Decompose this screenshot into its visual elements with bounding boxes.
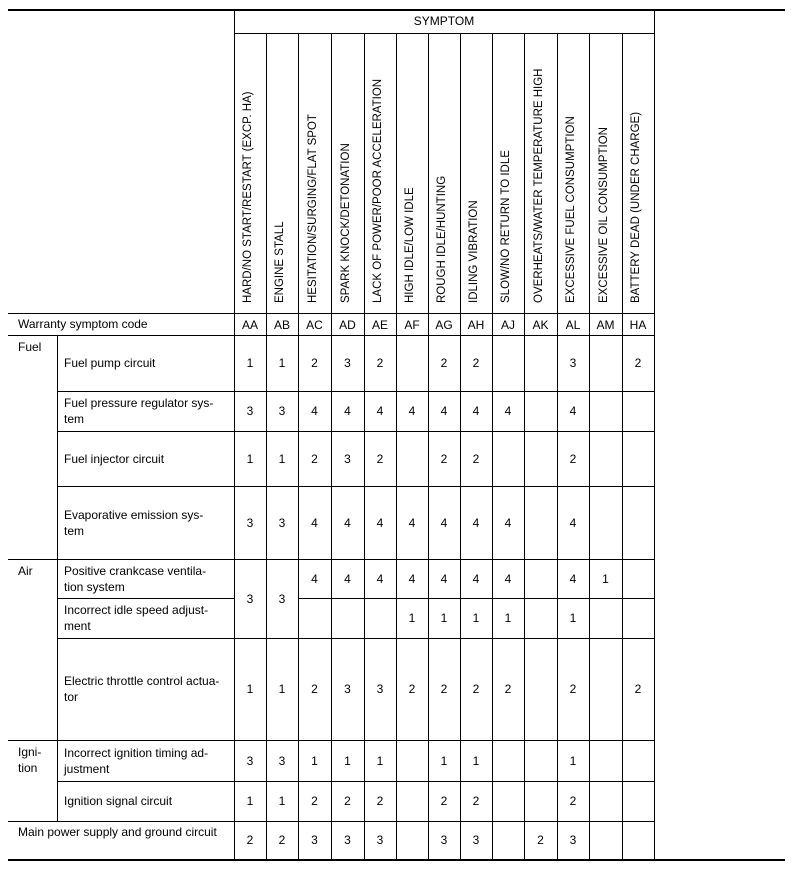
value-cell: 3 [344, 356, 351, 370]
value-cell: 3 [344, 451, 351, 466]
value-cell: 4 [569, 515, 577, 530]
row-label: Incorrect ignition timing ad- justment [64, 745, 209, 776]
value-cell: 1 [440, 611, 448, 625]
value-cell: 3 [246, 515, 254, 530]
value-cell: 2 [440, 794, 448, 808]
merged-value-cell: 3 [278, 591, 286, 606]
warranty-code: AH [467, 317, 485, 332]
value-cell: 1 [246, 451, 254, 466]
value-cell: 3 [278, 515, 286, 530]
value-cell: 2 [472, 451, 480, 466]
rule-horizontal [234, 33, 654, 34]
warranty-code: AC [306, 317, 323, 332]
value-cell: 1 [246, 682, 254, 696]
value-cell: 1 [278, 451, 286, 466]
group-label: Igni- tion [18, 745, 42, 775]
value-cell: 2 [311, 356, 318, 370]
value-cell: 4 [408, 404, 416, 418]
value-cell: 3 [569, 356, 577, 370]
warranty-code: AF [404, 317, 420, 332]
value-cell: 3 [278, 404, 286, 418]
value-cell: 4 [311, 515, 318, 530]
rule-horizontal [57, 598, 234, 599]
value-cell: 2 [440, 682, 448, 696]
value-cell: 4 [344, 571, 351, 586]
value-cell: 3 [246, 753, 254, 768]
value-cell: 4 [311, 404, 318, 418]
value-cell: 2 [504, 682, 512, 696]
row-label: Positive crankcase ventila- tion system [64, 563, 207, 594]
value-cell: 2 [569, 794, 577, 808]
value-cell: 2 [376, 356, 384, 370]
value-cell: 1 [602, 571, 609, 586]
value-cell: 2 [634, 356, 642, 370]
warranty-code: AJ [500, 317, 515, 332]
value-cell: 1 [440, 753, 448, 768]
value-cell: 4 [504, 571, 512, 586]
value-cell: 2 [376, 451, 384, 466]
value-cell: 4 [440, 515, 448, 530]
value-cell: 2 [472, 682, 480, 696]
value-cell: 4 [472, 404, 480, 418]
value-cell: 3 [440, 833, 448, 847]
symptom-column-header: HARD/NO START/RESTART (EXCP. HA) [242, 91, 254, 303]
value-cell: 2 [246, 833, 254, 847]
value-cell: 1 [344, 753, 351, 768]
row-label: Incorrect idle speed adjust- ment [64, 603, 209, 633]
value-cell: 4 [344, 404, 351, 418]
value-cell: 2 [408, 682, 416, 696]
value-cell: 2 [311, 682, 318, 696]
symptom-header: SYMPTOM [413, 14, 475, 28]
value-cell: 4 [504, 515, 512, 530]
value-cell: 4 [311, 571, 318, 586]
rule-vertical [57, 335, 58, 821]
value-cell: 1 [278, 682, 286, 696]
value-cell: 4 [569, 404, 577, 418]
row-label: Ignition signal circuit [64, 794, 173, 808]
symptom-column-header: HESITATION/SURGING/FLAT SPOT [306, 114, 319, 303]
value-cell: 4 [472, 571, 480, 586]
value-cell: 2 [376, 794, 384, 808]
value-cell: 4 [376, 515, 384, 530]
value-cell: 2 [537, 833, 544, 847]
warranty-symptom-code-label: Warranty symptom code [18, 317, 148, 331]
value-cell: 2 [344, 794, 351, 808]
value-cell: 1 [246, 794, 254, 808]
warranty-code: AB [273, 317, 290, 332]
value-cell: 1 [376, 753, 384, 768]
value-cell: 2 [634, 682, 642, 696]
value-cell: 2 [311, 794, 318, 808]
value-cell: 2 [311, 451, 318, 466]
value-cell: 1 [472, 611, 480, 625]
value-cell: 4 [376, 571, 384, 586]
group-label: Air [18, 564, 33, 578]
symptom-column-header: HIGH IDLE/LOW IDLE [404, 187, 416, 303]
value-cell: 4 [376, 404, 384, 418]
rule-horizontal [8, 859, 785, 861]
symptom-column-header: EXCESSIVE FUEL CONSUMPTION [565, 116, 577, 303]
value-cell: 1 [569, 611, 577, 625]
row-label: Fuel pressure regulator sys- tem [64, 396, 214, 426]
row-label: Fuel pump circuit [64, 356, 156, 370]
value-cell: 4 [569, 571, 577, 586]
value-cell: 1 [278, 794, 286, 808]
value-cell: 4 [344, 515, 351, 530]
symptom-column-header: ROUGH IDLE/HUNTING [436, 175, 448, 303]
symptom-column-header: EXCESSIVE OIL CONSUMPTION [597, 127, 610, 303]
symptom-column-header: BATTERY DEAD (UNDER CHARGE) [630, 111, 642, 303]
value-cell: 4 [440, 571, 448, 586]
rule-vertical [589, 33, 590, 859]
main-power-label: Main power supply and ground circuit [18, 825, 217, 839]
symptom-column-header: OVERHEATS/WATER TEMPERATURE HIGH [532, 68, 545, 303]
group-label: Fuel [18, 340, 42, 354]
value-cell: 1 [472, 753, 480, 768]
symptom-column-header: ENGINE STALL [274, 221, 286, 303]
value-cell: 3 [344, 682, 351, 696]
symptom-column-header: SLOW/NO RETURN TO IDLE [500, 150, 512, 303]
value-cell: 3 [376, 682, 384, 696]
rule-vertical [654, 9, 655, 859]
value-cell: 3 [344, 833, 351, 847]
value-cell: 2 [278, 833, 286, 847]
warranty-code: AD [339, 317, 356, 332]
warranty-code: HA [629, 317, 647, 332]
value-cell: 2 [440, 451, 448, 466]
value-cell: 3 [472, 833, 480, 847]
value-cell: 2 [472, 794, 480, 808]
value-cell: 1 [246, 356, 254, 370]
value-cell: 2 [569, 451, 577, 466]
value-cell: 2 [440, 356, 448, 370]
merged-value-cell: 3 [246, 591, 254, 606]
warranty-code: AA [241, 317, 258, 332]
value-cell: 3 [246, 404, 254, 418]
value-cell: 4 [408, 515, 416, 530]
value-cell: 3 [569, 833, 577, 847]
warranty-code: AE [371, 317, 388, 332]
symptom-column-header: SPARK KNOCK/DETONATION [339, 143, 352, 303]
value-cell: 1 [569, 753, 577, 768]
symptom-column-header: LACK OF POWER/POOR ACCELERATION [372, 78, 384, 303]
warranty-code: AK [532, 317, 549, 332]
value-cell: 4 [472, 515, 480, 530]
value-cell: 3 [278, 753, 286, 768]
value-cell: 1 [504, 611, 512, 625]
value-cell: 2 [569, 682, 577, 696]
warranty-code: AG [435, 317, 453, 332]
value-cell: 2 [472, 356, 480, 370]
row-label: Electric throttle control actua- tor [64, 674, 220, 704]
warranty-code: AL [565, 317, 581, 332]
value-cell: 4 [408, 571, 416, 586]
value-cell: 3 [311, 833, 318, 847]
row-label: Evaporative emission sys- tem [64, 507, 204, 538]
value-cell: 1 [311, 753, 318, 768]
value-cell: 4 [440, 404, 448, 418]
warranty-code: AM [596, 317, 615, 332]
row-label: Fuel injector circuit [64, 451, 165, 466]
symptom-column-header: IDLING VIBRATION [468, 200, 480, 303]
value-cell: 1 [408, 611, 416, 625]
rule-vertical [524, 33, 525, 859]
value-cell: 4 [504, 404, 512, 418]
value-cell: 3 [376, 833, 384, 847]
value-cell: 1 [278, 356, 286, 370]
